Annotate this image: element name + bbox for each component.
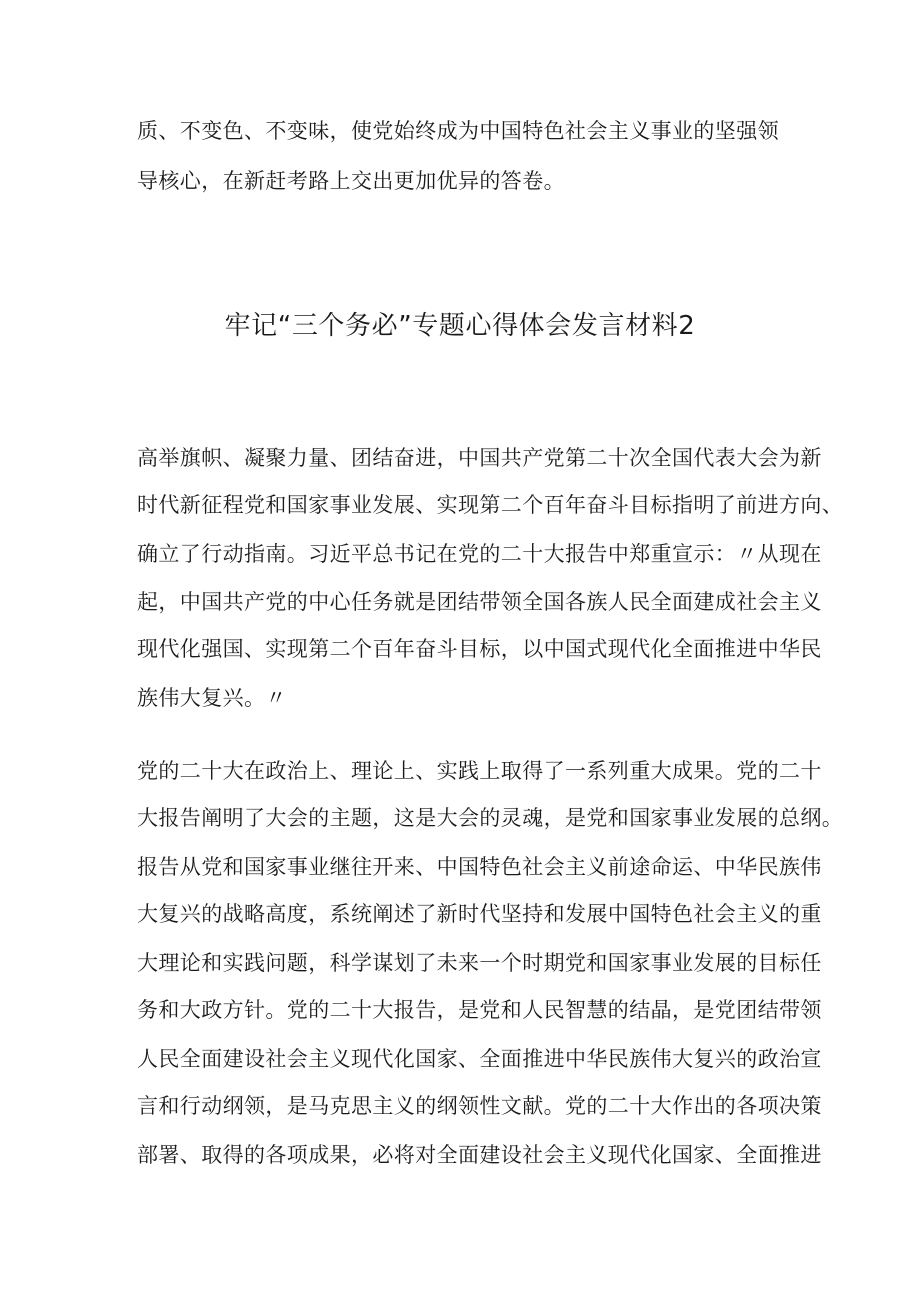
paragraph-line: 大复兴的战略高度，系统阐述了新时代坚持和发展中国特色社会主义的重 bbox=[137, 902, 822, 926]
paragraph-line: 务和大政方针。党的二十大报告，是党和人民智慧的结晶，是党团结带领 bbox=[137, 998, 822, 1022]
paragraph-line: 族伟大复兴。〃 bbox=[137, 686, 287, 710]
paragraph-line: 确立了行动指南。习近平总书记在党的二十大报告中郑重宣示：〃从现在 bbox=[137, 542, 822, 566]
paragraph-line: 高举旗帜、凝聚力量、团结奋进，中国共产党第二十次全国代表大会为新 bbox=[137, 446, 822, 470]
paragraph-line: 部署、取得的各项成果，必将对全面建设社会主义现代化国家、全面推进 bbox=[137, 1143, 822, 1167]
paragraph-line: 言和行动纲领，是马克思主义的纲领性文献。党的二十大作出的各项决策 bbox=[137, 1094, 822, 1118]
paragraph-line: 起，中国共产党的中心任务就是团结带领全国各族人民全面建成社会主义 bbox=[137, 590, 822, 614]
paragraph-line: 大报告阐明了大会的主题，这是大会的灵魂，是党和国家事业发展的总纲。 bbox=[137, 806, 844, 830]
paragraph-line: 时代新征程党和国家事业发展、实现第二个百年奋斗目标指明了前进方向、 bbox=[137, 493, 844, 517]
section-title: 牢记“三个务必”专题心得体会发言材料2 bbox=[224, 311, 696, 341]
paragraph-line: 大理论和实践问题，科学谋划了未来一个时期党和国家事业发展的目标任 bbox=[137, 951, 822, 975]
paragraph-line: 导核心，在新赶考路上交出更加优异的答卷。 bbox=[137, 169, 565, 193]
paragraph-line: 党的二十大在政治上、理论上、实践上取得了一系列重大成果。党的二十 bbox=[137, 759, 822, 783]
paragraph-line: 报告从党和国家事业继往开来、中国特色社会主义前途命运、中华民族伟 bbox=[137, 855, 822, 879]
paragraph-line: 人民全面建设社会主义现代化国家、全面推进中华民族伟大复兴的政治宣 bbox=[137, 1047, 822, 1071]
paragraph-line: 现代化强国、实现第二个百年奋斗目标，以中国式现代化全面推进中华民 bbox=[137, 637, 822, 661]
paragraph-line: 质、不变色、不变味，使党始终成为中国特色社会主义事业的坚强领 bbox=[137, 119, 779, 143]
